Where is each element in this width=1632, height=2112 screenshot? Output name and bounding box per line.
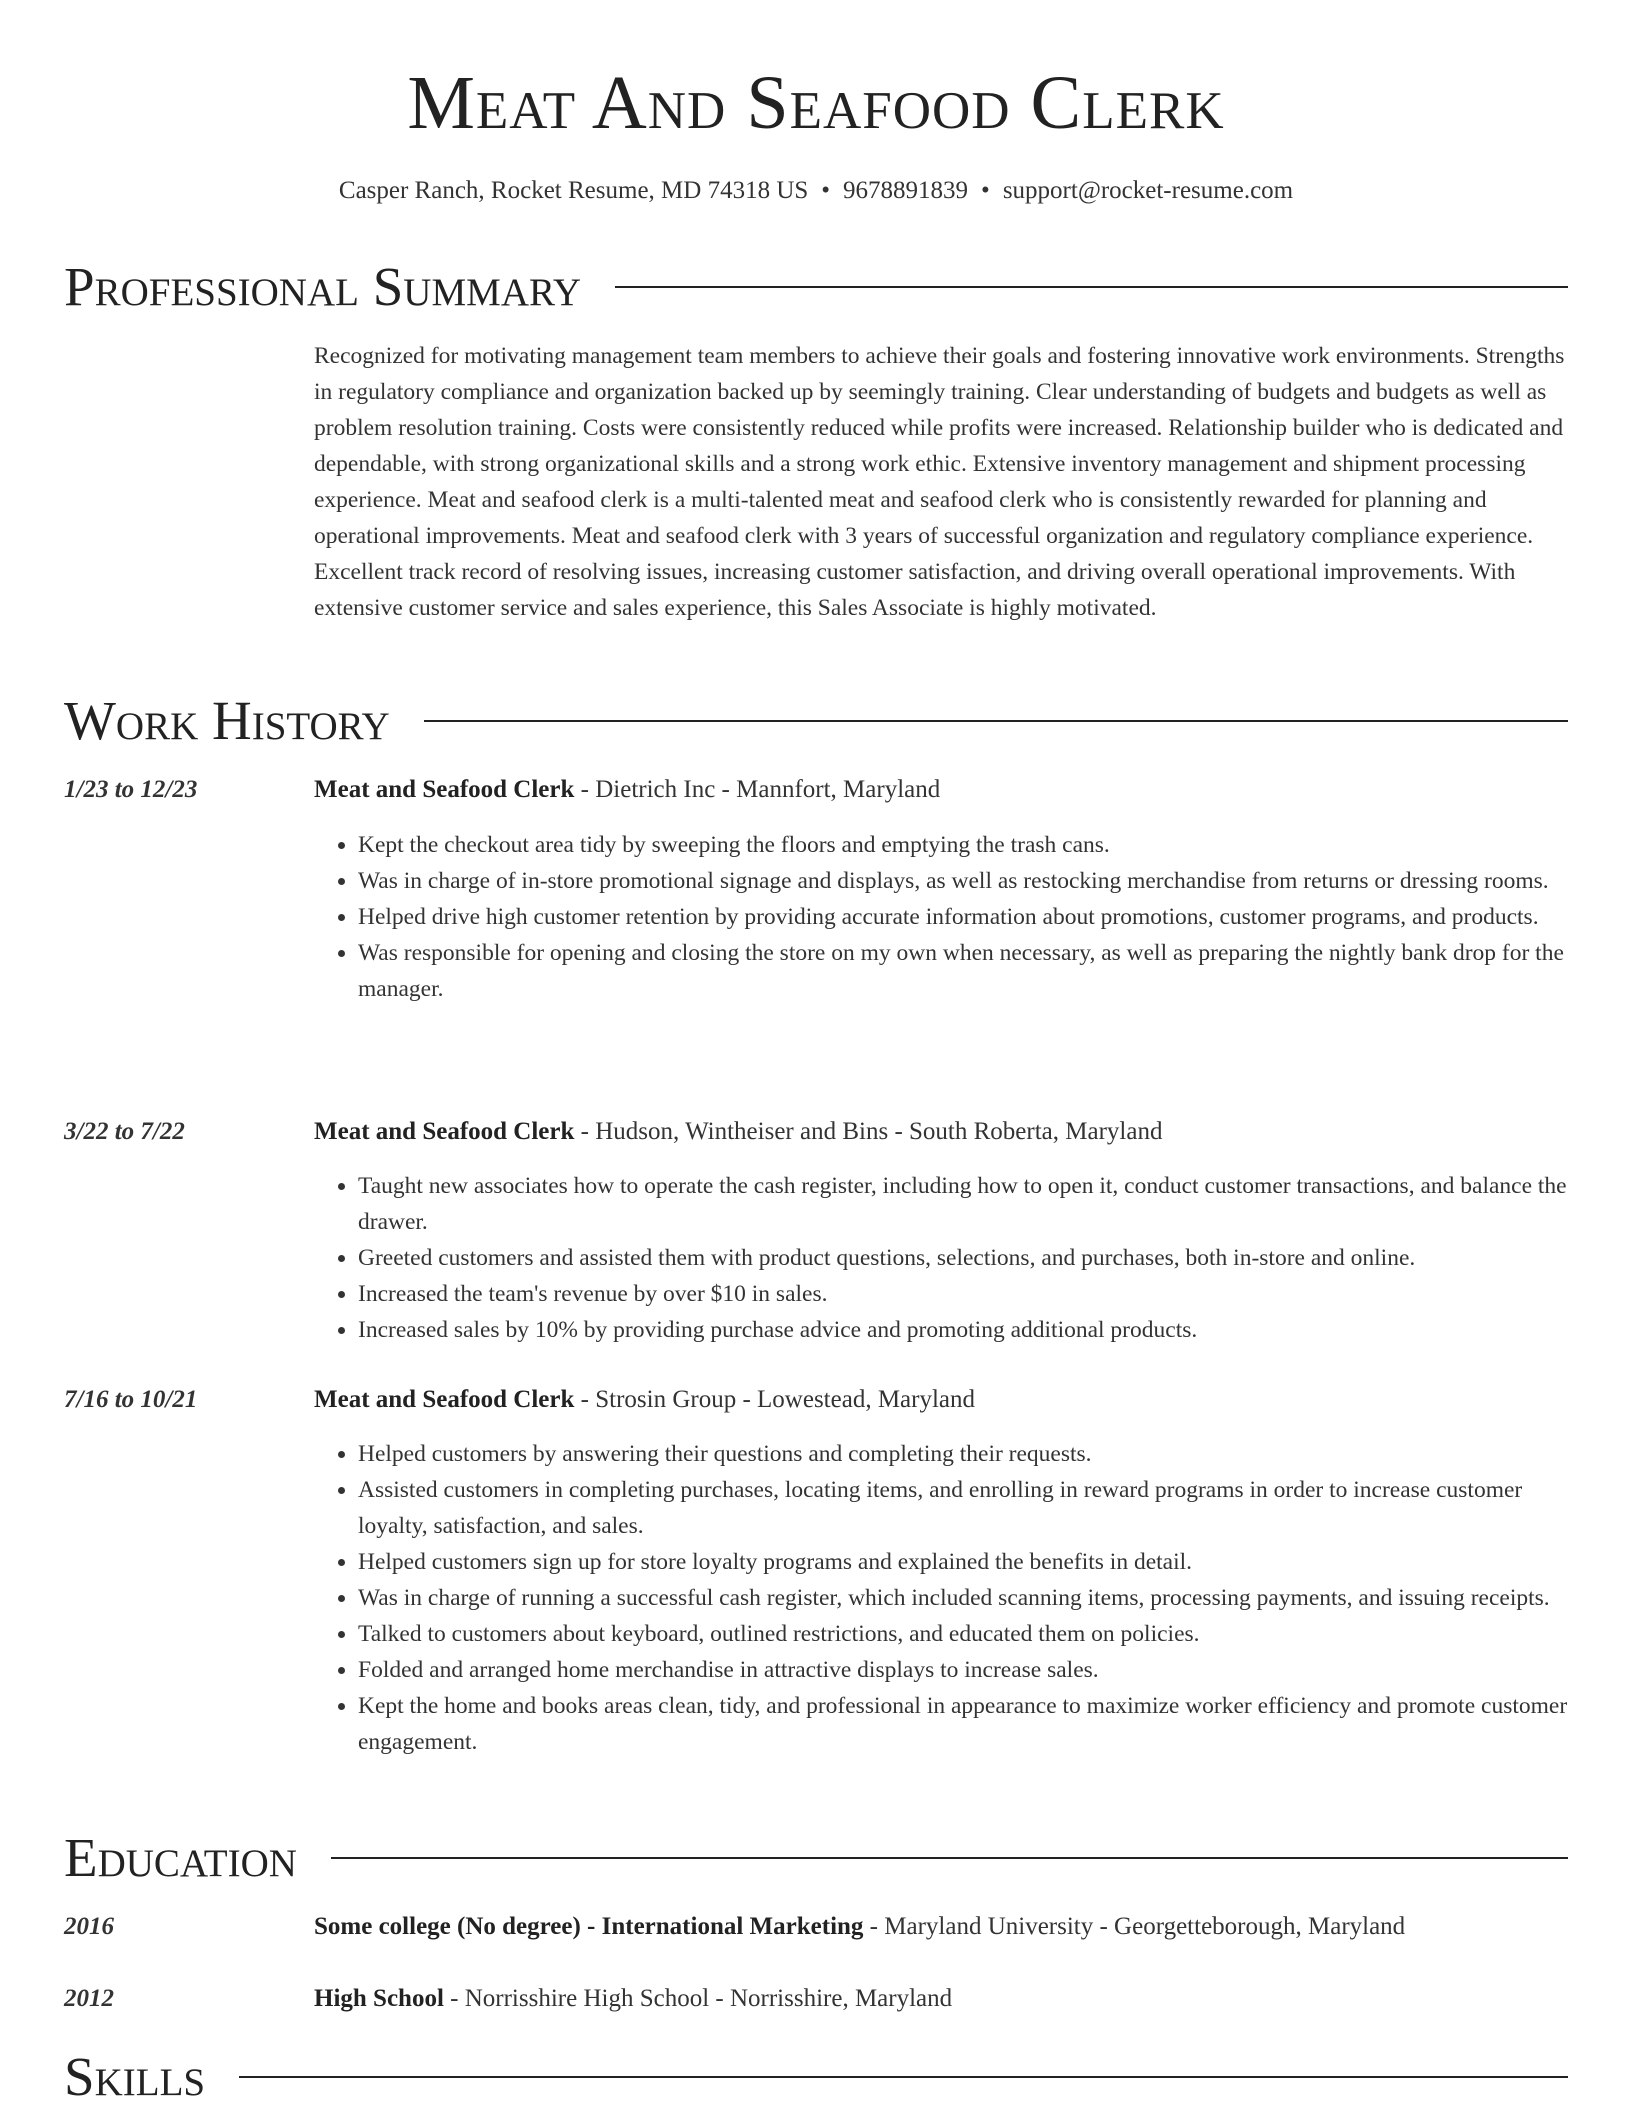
education-degree: Some college (No degree) - International Marketing bbox=[314, 1913, 864, 1940]
section-title-education: Education bbox=[64, 1827, 297, 1888]
contact-phone: 9678891839 bbox=[843, 177, 969, 204]
job-bullet: • Taught new associates how to operate the cash register, including how to open it, conduct customer transactions, and balance the drawer. bbox=[358, 1168, 1570, 1240]
job-bullets bbox=[314, 1168, 1570, 1348]
job-bullet: • Helped customers by answering their questions and completing their requests. bbox=[358, 1436, 1570, 1472]
job-bullet: • Kept the home and books areas clean, tidy, and professional in appearance to maximize worker efficiency and promote customer engagement. bbox=[358, 1688, 1570, 1760]
job-bullet: • Helped drive high customer retention by providing accurate information about promotions, customer programs, and products. bbox=[358, 899, 1570, 935]
education-year: 2016 bbox=[64, 1913, 114, 1940]
section-header-summary bbox=[64, 252, 1568, 322]
section-divider bbox=[331, 1857, 1568, 1859]
job-employer: - Dietrich Inc - Mannfort, Maryland bbox=[574, 776, 941, 803]
contact-separator: • bbox=[981, 177, 990, 204]
contact-address: Casper Ranch, Rocket Resume, MD 74318 US bbox=[338, 177, 809, 204]
education-year: 2012 bbox=[64, 1985, 114, 2012]
section-title-summary: Professional Summary bbox=[64, 256, 582, 317]
education-entry bbox=[314, 1911, 1570, 1943]
job-role: Meat and Seafood Clerk bbox=[314, 1118, 575, 1145]
section-header-education bbox=[64, 1823, 1568, 1893]
job-employer: - Strosin Group - Lowestead, Maryland bbox=[574, 1386, 976, 1413]
job-heading bbox=[314, 774, 1570, 806]
job-bullet: • Kept the checkout area tidy by sweeping the floors and emptying the trash cans. bbox=[358, 827, 1570, 863]
education-entry bbox=[314, 1983, 1570, 2015]
job-bullets bbox=[314, 827, 1570, 1007]
job-bullet: • Was responsible for opening and closing the store on my own when necessary, as well as preparing the nightly bank drop for the manager. bbox=[358, 935, 1570, 1007]
job-bullet: • Talked to customers about keyboard, outlined restrictions, and educated them on policies. bbox=[358, 1616, 1570, 1652]
job-role: Meat and Seafood Clerk bbox=[314, 1386, 575, 1413]
contact-separator: • bbox=[821, 177, 831, 204]
section-divider bbox=[424, 720, 1568, 722]
section-title-work-history: Work History bbox=[64, 690, 390, 751]
contact-email: support@rocket-resume.com bbox=[1002, 177, 1294, 204]
job-bullets bbox=[314, 1436, 1570, 1760]
job-dates: 7/16 to 10/21 bbox=[64, 1386, 198, 1413]
job-role: Meat and Seafood Clerk bbox=[314, 776, 575, 803]
job-bullet: • Folded and arranged home merchandise in attractive displays to increase sales. bbox=[358, 1652, 1570, 1688]
job-bullet: • Increased the team's revenue by over $10 in sales. bbox=[358, 1276, 1570, 1312]
section-divider bbox=[239, 2076, 1568, 2078]
section-header-work-history bbox=[64, 686, 1568, 756]
education-degree: High School bbox=[314, 1985, 444, 2012]
job-employer: - Hudson, Wintheiser and Bins - South Roberta, Maryland bbox=[574, 1118, 1163, 1145]
education-school: - Norrisshire High School - Norrisshire, Maryland bbox=[443, 1985, 953, 2012]
education-school: - Maryland University - Georgetteborough, Maryland bbox=[863, 1913, 1406, 1940]
job-bullet: • Greeted customers and assisted them with product questions, selections, and purchases, both in-store and online. bbox=[358, 1240, 1570, 1276]
job-heading bbox=[314, 1116, 1570, 1148]
candidate-name: Meat And Seafood Clerk bbox=[407, 61, 1225, 145]
job-bullet: • Increased sales by 10% by providing purchase advice and promoting additional products. bbox=[358, 1312, 1570, 1348]
section-title-skills: Skills bbox=[64, 2046, 206, 2107]
job-bullet: • Was in charge of running a successful cash register, which included scanning items, processing payments, and issuing receipts. bbox=[358, 1580, 1570, 1616]
job-dates: 1/23 to 12/23 bbox=[64, 776, 198, 803]
contact-line bbox=[0, 176, 1632, 206]
job-heading bbox=[314, 1384, 1570, 1416]
job-bullet: • Assisted customers in completing purchases, locating items, and enrolling in reward programs in order to increase customer loyalty, satisfaction, and sales. bbox=[358, 1472, 1570, 1544]
job-dates: 3/22 to 7/22 bbox=[64, 1118, 185, 1145]
job-bullet: • Was in charge of in-store promotional signage and displays, as well as restocking merchandise from returns or dressing rooms. bbox=[358, 863, 1570, 899]
summary-text: Recognized for motivating management team members to achieve their goals and fostering innovative work environments. Strengths in regulatory compliance and organization backed up by seemingly training. Clear understanding of budgets and budgets as well as problem resolution training. Costs were consistently reduced while profits were increased. Relationship builder who is dedicated and dependable, with strong organizational skills and a strong work ethic. Extensive inventory management and shipment processing experience. Meat and seafood clerk is a multi-talented meat and seafood clerk who is consistently rewarded for planning and operational improvements. Meat and seafood clerk with 3 years of successful organization and regulatory compliance experience. Excellent track record of resolving issues, increasing customer satisfaction, and driving overall operational improvements. With extensive customer service and sales experience, this Sales Associate is highly motivated. bbox=[314, 343, 1565, 621]
job-bullet: • Helped customers sign up for store loyalty programs and explained the benefits in detail. bbox=[358, 1544, 1570, 1580]
section-divider bbox=[615, 286, 1568, 288]
section-header-skills bbox=[64, 2042, 1568, 2112]
